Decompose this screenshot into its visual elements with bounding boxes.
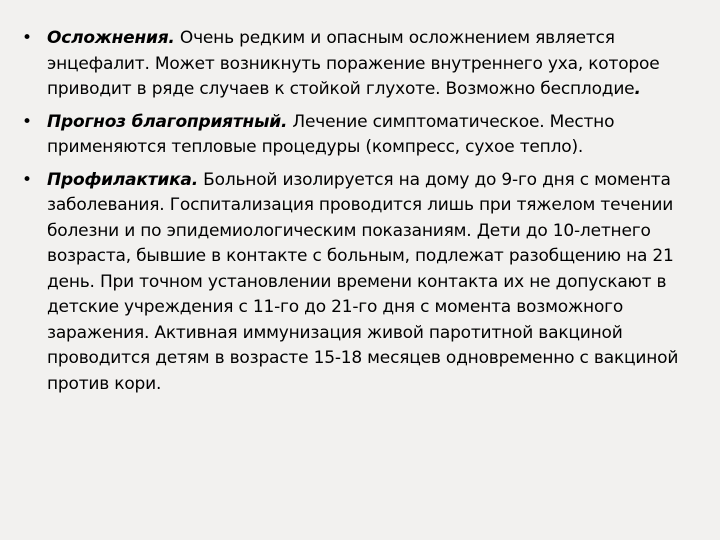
bullet-heading: Осложнения.	[47, 28, 175, 48]
bullet-tail: .	[634, 79, 641, 99]
bullet-heading: Профилактика.	[47, 169, 198, 190]
bullet-text: Больной изолируется на дому до 9-го дня с момента заболевания. Госпитализация проводится лишь при тяжелом течении болезни и по эпидемиологическим показаниям. Дети до 10-летнего возраста, бывшие в контакте с больным, подлежат разобщению на 21 день. При точном установлении времени контакта их не допускают в детские учреждения с 11-го до 21-го дня с момента возможного заражения. Активная иммунизация живой паротитной вакциной проводится детям в возрасте 15-18 месяцев одновременно с вакциной против кори.	[47, 169, 679, 394]
bullet-prognosis	[22, 110, 706, 161]
bullet-text: Очень редким и опасным осложнением является энцефалит. Может возникнуть поражение внутреннего уха, которое приводит в ряде случаев к стойкой глухоте. Возможно бесплодие	[47, 28, 660, 99]
bullet-text: Лечение симптоматическое. Местно применяются тепловые процедуры (компресс, сухое тепло).	[47, 111, 615, 157]
bullet-list	[22, 26, 706, 404]
bullet-marker: •	[22, 169, 32, 190]
bullet-complications	[22, 26, 706, 103]
bullet-prevention	[22, 168, 706, 398]
bullet-marker: •	[22, 28, 32, 48]
bullet-marker: •	[22, 111, 32, 132]
bullet-heading: Прогноз благоприятный.	[47, 111, 288, 132]
